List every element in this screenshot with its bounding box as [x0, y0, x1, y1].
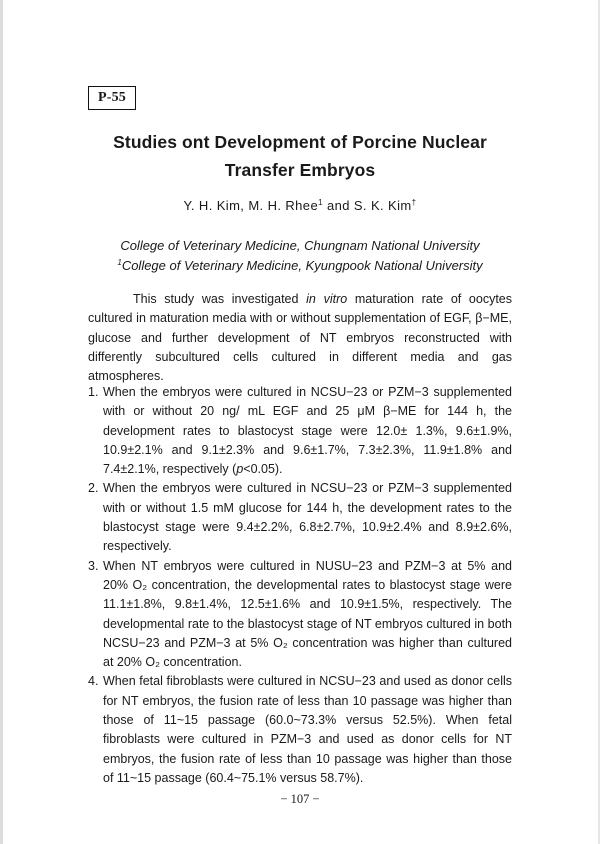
- list-item: [88, 672, 512, 788]
- results-list: [88, 383, 512, 788]
- abstract-text-2: maturation rate of oocytes cultured in maturation media with or without supplementation of EGF, β−ME, glucose and further development of NT embryos reconstructed with differently subcultured cells cultured in different media and gas atmospheres.: [88, 292, 512, 384]
- list-item-number: 2.: [88, 481, 99, 496]
- list-item-italic: p: [236, 462, 244, 477]
- list-item-text-end: <0.05).: [243, 462, 283, 477]
- abstract-text-1: This study was investigated: [133, 292, 307, 306]
- list-item-text: When NT embryos were cultured in NUSU−23 and PZM−3 at 5% and 20% O₂ concentration, the developmental rates to blastocyst stage were 11.1±1.8%, 9.8±1.4%, 12.5±1.6% and 10.9±1.5%, respectively. The developmental rate to the blastocyst stage of NT embryos cultured in both NCSU−23 and PZM−3 at 5% O₂ concentration was higher than cultured at 20% O₂ concentration.: [103, 558, 512, 670]
- list-item-text: When the embryos were cultured in NCSU−23 or PZM−3 supplemented with or without 20 ng/ mL EGF and 25 μM β−ME for 144 h, the development rates to blastocyst stage were 12.0± 1.3%, 9.6±1.9%, 10.9±2.1% and 9.1±2.3% and 9.6±1.7%, 7.3±2.3%, 11.9±1.8% and 7.4±2.1%, respectively (: [103, 385, 512, 477]
- affiliation-2-text: College of Veterinary Medicine, Kyungpook National University: [121, 258, 483, 273]
- title-line-1: Studies ont Development of Porcine Nuclear: [113, 132, 487, 152]
- author-names-1: Y. H. Kim, M. H. Rhee: [183, 198, 319, 213]
- affiliation-2: [0, 258, 600, 273]
- paper-title: [0, 128, 600, 184]
- list-item: [88, 479, 512, 556]
- list-item-number: 4.: [88, 674, 99, 689]
- affiliation-1: College of Veterinary Medicine, Chungnam National University: [120, 238, 480, 253]
- list-item-number: 1.: [88, 385, 99, 399]
- author-sup-1: 1: [318, 198, 323, 207]
- list-item: [88, 557, 512, 673]
- abstract-italic: in vitro: [306, 292, 348, 306]
- poster-number-badge: P-55: [88, 86, 136, 110]
- list-item-number: 3.: [88, 558, 99, 573]
- affiliation-2-sup: 1: [117, 258, 122, 267]
- author-names-2: and S. K. Kim: [322, 198, 412, 213]
- author-line: [0, 198, 600, 213]
- title-line-2: Transfer Embryos: [224, 160, 376, 180]
- author-sup-dagger: †: [411, 198, 417, 207]
- list-item: [88, 383, 512, 479]
- list-item-text: When fetal fibroblasts were cultured in NCSU−23 and used as donor cells for NT embryos, the fusion rate of less than 10 passage was higher than those of 11~15 passage (60.0~73.3% versus 52.5%). When fetal fibroblasts were cultured in PZM−3 and used as donor cells for NT embryos, the fusion rate of less than 10 passage was higher than those of 11~15 passage (60.4~75.1% versus 58.7%).: [103, 674, 512, 785]
- page-number: − 107 −: [280, 792, 320, 806]
- abstract-paragraph: [88, 290, 512, 386]
- list-item-text: When the embryos were cultured in NCSU−23 or PZM−3 supplemented with or without 1.5 mM glucose for 144 h, the development rates to the blastocyst stage were 9.4±2.2%, 6.8±2.7%, 10.9±2.4% and 8.9±2.6%, respectively.: [103, 481, 512, 554]
